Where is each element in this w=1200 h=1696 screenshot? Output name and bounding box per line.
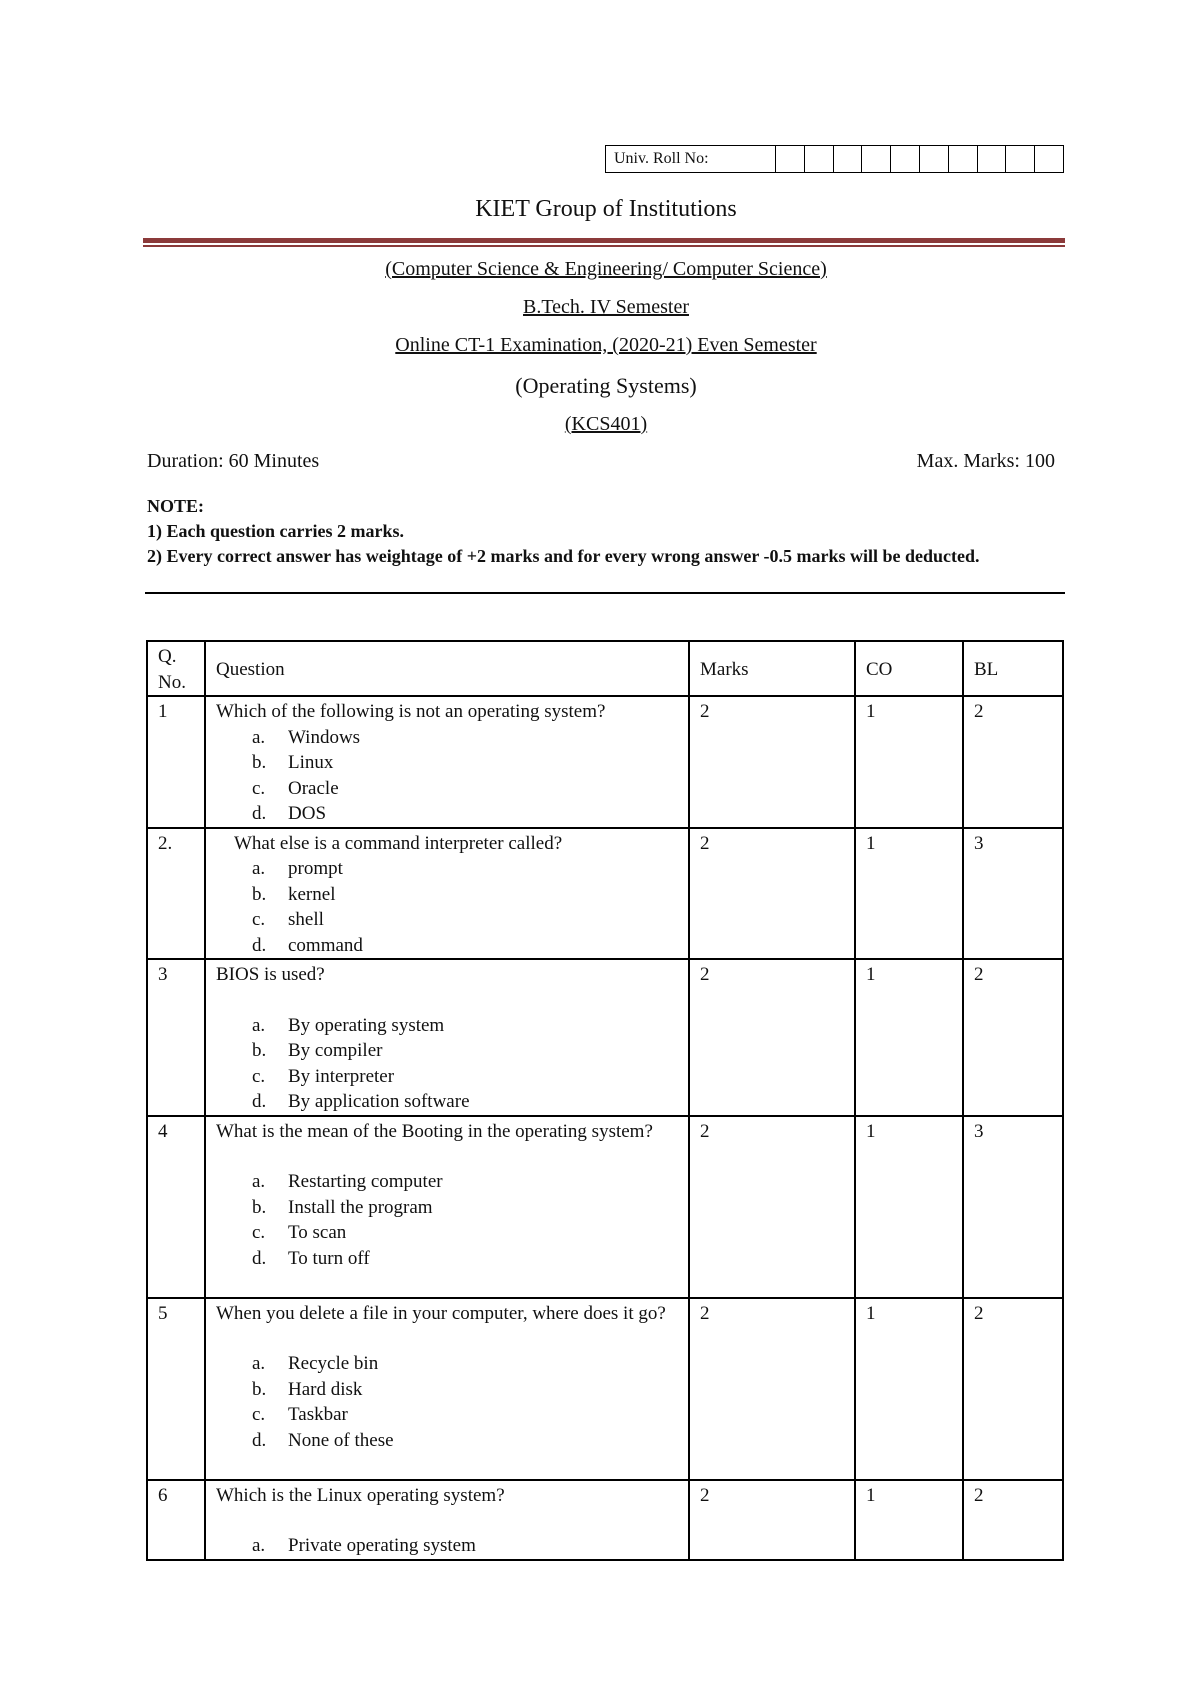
options-list — [216, 856, 678, 958]
header-marks: Marks — [689, 641, 855, 696]
subject-line: (Operating Systems) — [515, 373, 697, 398]
header-qno: Q. No. — [147, 641, 205, 696]
marks-cell: 2 — [689, 1116, 855, 1298]
question-text: Which is the Linux operating system? — [216, 1484, 505, 1506]
option-letter: c. — [252, 1222, 266, 1243]
option-item — [216, 725, 678, 751]
option-letter: d. — [252, 1091, 267, 1112]
note-title: NOTE: — [147, 496, 205, 516]
co-cell: 1 — [855, 1298, 963, 1480]
co-cell: 1 — [855, 696, 963, 828]
option-item — [216, 1013, 678, 1039]
option-item — [216, 882, 678, 908]
question-number: 6 — [147, 1480, 205, 1560]
option-letter: c. — [252, 909, 266, 930]
option-item — [216, 1220, 678, 1246]
question-cell — [205, 959, 689, 1116]
header-bl: BL — [963, 641, 1063, 696]
option-text: DOS — [288, 803, 327, 824]
option-letter: b. — [252, 1378, 267, 1400]
course-code-line: (KCS401) — [564, 413, 648, 435]
question-cell — [205, 1480, 689, 1560]
option-text: By interpreter — [288, 1065, 395, 1087]
option-text: shell — [288, 909, 324, 930]
option-text: Hard disk — [288, 1378, 363, 1400]
question-cell — [205, 1116, 689, 1298]
options-list — [216, 1013, 678, 1115]
note-divider — [145, 592, 1065, 594]
bl-cell: 3 — [963, 1116, 1063, 1298]
option-item — [216, 801, 678, 827]
roll-digit-cell — [891, 146, 920, 172]
option-text: Taskbar — [288, 1404, 348, 1425]
exam-line: Online CT-1 Examination, (2020-21) Even Semester — [395, 334, 817, 356]
option-letter: a. — [252, 1014, 266, 1036]
option-letter: b. — [252, 752, 267, 773]
option-item — [216, 933, 678, 959]
marks-cell: 2 — [689, 1480, 855, 1560]
roll-number-box — [605, 145, 1064, 173]
table-row — [147, 696, 1063, 828]
bl-cell: 2 — [963, 1298, 1063, 1480]
option-text: By operating system — [288, 1014, 445, 1036]
question-table — [146, 640, 1064, 1561]
co-cell: 1 — [855, 959, 963, 1116]
bl-cell: 2 — [963, 1480, 1063, 1560]
option-letter: b. — [252, 1196, 267, 1218]
program-line: B.Tech. IV Semester — [523, 296, 689, 318]
option-item — [216, 776, 678, 802]
option-text: Oracle — [288, 777, 339, 799]
option-letter: c. — [252, 1404, 266, 1425]
question-text: When you delete a file in your computer, where does it go? — [216, 1302, 666, 1324]
option-letter: a. — [252, 726, 266, 748]
option-letter: b. — [252, 1040, 267, 1061]
table-header-row — [147, 641, 1063, 696]
table-row — [147, 959, 1063, 1116]
question-cell — [205, 696, 689, 828]
option-text: Windows — [288, 726, 361, 748]
question-number: 2. — [147, 828, 205, 960]
department-line: (Computer Science & Engineering/ Computer Science) — [385, 258, 827, 280]
roll-digit-cell — [862, 146, 891, 172]
option-letter: a. — [252, 1535, 266, 1556]
option-item — [216, 1089, 678, 1115]
option-item — [216, 1038, 678, 1064]
option-text: prompt — [288, 858, 343, 879]
option-letter: d. — [252, 1247, 267, 1269]
header-question: Question — [205, 641, 689, 696]
option-item — [216, 1246, 678, 1272]
option-text: Restarting computer — [288, 1171, 443, 1192]
marks-cell: 2 — [689, 1298, 855, 1480]
option-letter: c. — [252, 777, 266, 799]
header-divider — [143, 238, 1065, 243]
question-text: What else is a command interpreter called? — [234, 832, 563, 854]
duration-text: Duration: 60 Minutes — [147, 450, 320, 472]
note-line-2: 2) Every correct answer has weightage of +2 marks and for every wrong answer -0.5 marks will be deducted. — [147, 546, 980, 566]
option-text: By application software — [288, 1091, 470, 1112]
question-number: 3 — [147, 959, 205, 1116]
co-cell: 1 — [855, 1480, 963, 1560]
option-item — [216, 1169, 678, 1195]
option-item — [216, 1428, 678, 1454]
option-item — [216, 1377, 678, 1403]
option-letter: d. — [252, 934, 267, 956]
option-letter: a. — [252, 1171, 266, 1192]
option-item — [216, 1533, 678, 1559]
option-letter: c. — [252, 1065, 266, 1087]
bl-cell: 3 — [963, 828, 1063, 960]
table-row — [147, 1116, 1063, 1298]
option-item — [216, 1195, 678, 1221]
option-item — [216, 1351, 678, 1377]
option-item — [216, 1064, 678, 1090]
marks-cell: 2 — [689, 959, 855, 1116]
header-divider-thin — [143, 245, 1065, 247]
table-row — [147, 1480, 1063, 1560]
option-text: To scan — [288, 1222, 347, 1243]
option-letter: b. — [252, 883, 267, 905]
option-text: Recycle bin — [288, 1353, 379, 1374]
option-item — [216, 856, 678, 882]
roll-digit-cell — [805, 146, 834, 172]
question-cell — [205, 1298, 689, 1480]
option-text: None of these — [288, 1429, 394, 1451]
table-row — [147, 828, 1063, 960]
roll-digit-cell — [834, 146, 863, 172]
note-section — [147, 494, 1067, 569]
option-text: To turn off — [288, 1247, 370, 1269]
bl-cell: 2 — [963, 696, 1063, 828]
note-line-1: 1) Each question carries 2 marks. — [147, 521, 404, 541]
option-text: By compiler — [288, 1040, 383, 1061]
question-text: Which of the following is not an operating system? — [216, 701, 606, 722]
marks-cell: 2 — [689, 828, 855, 960]
option-text: kernel — [288, 883, 336, 905]
option-letter: d. — [252, 1429, 267, 1451]
options-list — [216, 1351, 678, 1453]
roll-digit-cell — [1035, 146, 1063, 172]
options-list — [216, 725, 678, 827]
option-item — [216, 907, 678, 933]
option-letter: a. — [252, 858, 266, 879]
table-row — [147, 1298, 1063, 1480]
option-item — [216, 1402, 678, 1428]
question-number: 1 — [147, 696, 205, 828]
bl-cell: 2 — [963, 959, 1063, 1116]
option-text: Private operating system — [288, 1535, 476, 1556]
question-text: BIOS is used? — [216, 964, 325, 985]
option-text: Install the program — [288, 1196, 433, 1218]
max-marks-text: Max. Marks: 100 — [916, 450, 1055, 472]
option-letter: d. — [252, 803, 267, 824]
co-cell: 1 — [855, 1116, 963, 1298]
roll-digit-cell — [949, 146, 978, 172]
roll-digit-cell — [978, 146, 1007, 172]
question-number: 5 — [147, 1298, 205, 1480]
roll-number-label: Univ. Roll No: — [606, 146, 776, 172]
option-text: Linux — [288, 752, 334, 773]
option-text: command — [288, 934, 363, 956]
co-cell: 1 — [855, 828, 963, 960]
institution-title: KIET Group of Institutions — [475, 196, 737, 222]
roll-digit-cell — [920, 146, 949, 172]
question-text: What is the mean of the Booting in the operating system? — [216, 1120, 653, 1142]
options-list — [216, 1169, 678, 1271]
options-list — [216, 1533, 678, 1559]
header-co: CO — [855, 641, 963, 696]
option-letter: a. — [252, 1353, 266, 1374]
roll-digit-cell — [776, 146, 805, 172]
question-number: 4 — [147, 1116, 205, 1298]
question-cell — [205, 828, 689, 960]
option-item — [216, 750, 678, 776]
roll-digit-cell — [1006, 146, 1035, 172]
marks-cell: 2 — [689, 696, 855, 828]
